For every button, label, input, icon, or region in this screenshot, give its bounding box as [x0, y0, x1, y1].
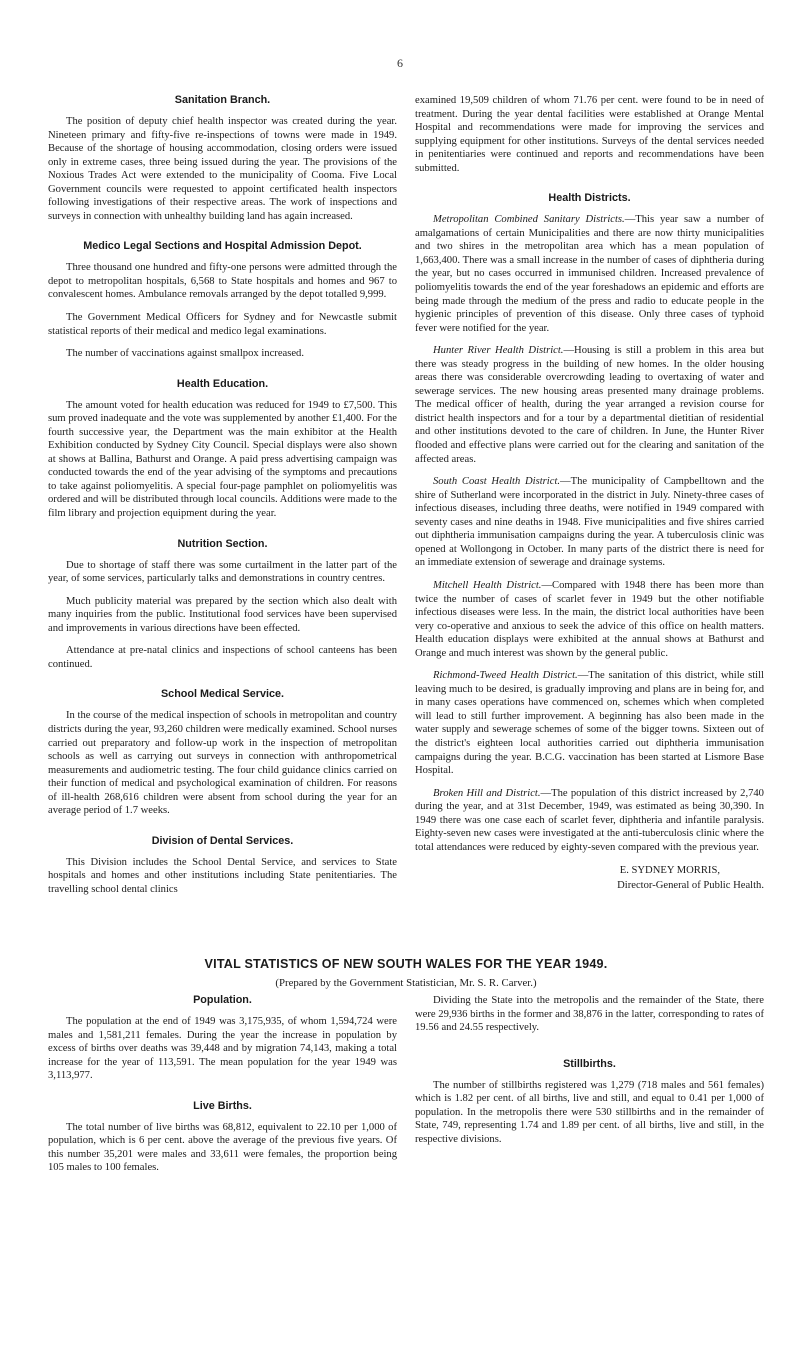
- paragraph: The Government Medical Officers for Sydney and for Newcastle submit statistical reports of their medical and medico legal examinations.: [48, 312, 397, 337]
- district-name: Richmond-Tweed Health District.: [433, 670, 578, 682]
- paragraph: This Division includes the School Dental Service, and services to State hospitals and homes and other institutions including State penitentiaries. The travelling school dental clinics: [48, 856, 397, 895]
- district-text: —The population of this district increased by 2,740 during the year, and at 31st December, 1949, was estimated as being 30,390. In 1949 there was one case each of scarlet fever, diphtheria and infantile paralysis. Eighty-seven new cases were investigated at the anti-tuberculosis clinic where the total attendances were reduced by eighty-seven compared with the previous year.: [415, 787, 764, 853]
- report-body: [48, 94, 764, 944]
- section-heading-dental: Division of Dental Services.: [151, 834, 294, 847]
- district-paragraph: [415, 787, 764, 855]
- paragraph: examined 19,509 children of whom 71.76 per cent. were found to be in need of treatment. During the year dental facilities were established at Orange Mental Hospital and recommendations were made for improving the services and supplying equipment for other institutions. Surveys of the dental services needed in penitentiaries were continued and reports and recommendations have been submitted.: [415, 95, 764, 174]
- section-heading-health-education: Health Education.: [176, 377, 269, 390]
- district-text: —Housing is still a problem in this area but there was steady progress in the building of new homes. In the older housing areas there was considerable overcrowding leading to overtaxing of water and sewerage services. The new housing areas presented many drainage problems. The medical officer of health, during the year arranged a revision course for district health inspectors and for a tour by a departmental dietitian of residential and other institutions devoted to the care of children. In June, the Hunter River flooded and effective plans were carried out for the clearing and sanitation of the affected areas.: [415, 345, 764, 465]
- paragraph: The number of stillbirths registered was 1,279 (718 males and 561 females) which is 1.82 per cent. of all births, live and still, and equal to 0.41 per 1,000 of population. In the metropolis there were 530 stillbirths and in the remainder of State, 749, representing 1.74 and 1.89 per cent. of all births, live and still, in the respective divisions.: [415, 1079, 764, 1145]
- section-heading-nutrition: Nutrition Section.: [177, 537, 268, 550]
- vital-left-column: [48, 994, 397, 1184]
- district-paragraph: [415, 579, 764, 660]
- paragraph: The number of vaccinations against smallpox increased.: [66, 348, 304, 360]
- paragraph: The amount voted for health education was reduced for 1949 to £7,500. This sum proved inadequate and the vote was supplemented by another £1,400. For the fourth successive year, the Department was the main exhibitor at the Health Exhibition conducted by Sydney City Council. Special displays were also shown at shows at Ballina, Bathurst and Orange. A paid press advertising campaign was conducted towards the end of the year advising of the symptoms and precautions to take against poliomyelitis. A special four-page pamphlet on poliomyelitis was ordered and will be distributed through local councils. Additions were made to the film library and projection equipment during the year.: [48, 399, 397, 520]
- district-text: —This year saw a number of amalgamations of certain Municipalities and there are now thirty municipalities and two shires in the metropolitan area which has a mean population of 1,663,400. There was a small increase in the number of cases of diphtheria during the year, but no cases occurred in immunised children. Increased prevalence of poliomyelitis towards the end of the year foreshadows an epidemic and efforts are being made through the medium of the press and radio to educate people in the hygienic principles of prevention of this disease. Only three cases of typhoid fever were notified for the year.: [415, 214, 764, 334]
- paragraph: The position of deputy chief health inspector was created during the year. Nineteen primary and fifty-five re-inspections of towns were made in 1949. Because of the shortage of housing accommodation, closing orders were issued only in extreme cases, three being issued during the year. The provisions of the Noxious Trades Act were extended to the municipality of Cooma. Five Local Government councils were requested to appoint certificated health inspectors following investigations of their respective areas. The work of inspections and surveys in connection with unhealthy building land has again increased.: [48, 116, 397, 222]
- paragraph: Much publicity material was prepared by the section which also dealt with many inquiries from the public. Institutional food services have been supervised and improvements in various directions have been effected.: [48, 595, 397, 634]
- section-heading-live-births: Live Births.: [193, 1099, 252, 1112]
- district-name: Broken Hill and District.: [433, 787, 541, 799]
- district-paragraph: [415, 475, 764, 570]
- page-number: 6: [397, 56, 403, 70]
- district-name: South Coast Health District.: [433, 476, 561, 488]
- district-name: Hunter River Health District.: [433, 345, 564, 357]
- district-text: —The municipality of Campbelltown and the shire of Sutherland were incorporated in the district in July. Ninety-three cases of infectious diseases, including three deaths, were notified in 1949 compared with seventy cases and nine deaths in 1948. Five municipalities and five shires carried out diphtheria immunisation campaigns during the year. A tuberculosis clinic was opened at Wollongong in October. In many parts of the district there is need for an immediate extension of sewerage and drainage systems.: [415, 476, 764, 569]
- paragraph: In the course of the medical inspection of schools in metropolitan and country districts during the year, 93,260 children were medically examined. School nurses carried out preparatory and follow-up work in the inspection of metropolitan schools as well as carrying out surveys in connection with anthropometrical measurements and audiometric testing. The four child guidance clinics carried on their function of medical and psychological examination of children. For reasons of ill-health 268,616 children were absent from school during the year for an average period of 1.7 weeks.: [48, 710, 397, 817]
- district-paragraph: [415, 669, 764, 777]
- paragraph: Attendance at pre-natal clinics and inspections of school canteens has been continued.: [48, 645, 397, 670]
- vital-statistics-title: VITAL STATISTICS OF NEW SOUTH WALES FOR THE YEAR 1949.: [204, 957, 608, 971]
- paragraph: Dividing the State into the metropolis and the remainder of the State, there were 29,936 births in the former and 38,876 in the latter, corresponding to rates of 19.56 and 24.55 respectively.: [415, 995, 764, 1034]
- signature-name: E. SYDNEY MORRIS,: [619, 865, 720, 877]
- section-heading-population: Population.: [193, 994, 252, 1006]
- vital-statistics-subtitle: (Prepared by the Government Statistician, Mr. S. R. Carver.): [275, 977, 537, 989]
- section-heading-health-districts: Health Districts.: [548, 192, 631, 205]
- district-text: —Compared with 1948 there has been more than twice the number of cases of scarlet fever in 1949 but the other notifiable infectious diseases were less. In the main, the district local authorities have been very co-operative and anxious to seek the advice of this office on health matters. Health education displays were exhibited at the annual shows at Bathurst and Orange and much interest was shown by the general public.: [415, 579, 764, 659]
- district-paragraph: [415, 344, 764, 466]
- district-name: Metropolitan Combined Sanitary Districts.: [433, 214, 625, 226]
- section-heading-school-medical: School Medical Service.: [160, 688, 284, 701]
- section-heading-medico-legal: Medico Legal Sections and Hospital Admission Depot.: [83, 240, 362, 253]
- paragraph: Due to shortage of staff there was some curtailment in the latter part of the year, of some services, particularly talks and demonstrations in country centres.: [48, 559, 397, 585]
- section-heading-sanitation: Sanitation Branch.: [174, 94, 271, 106]
- section-heading-stillbirths: Stillbirths.: [563, 1057, 616, 1070]
- paragraph: Three thousand one hundred and fifty-one persons were admitted through the depot to metropolitan hospitals, 6,568 to State hospitals and homes and 967 to convalescent homes. Ambulance removals arranged by the depot totalled 9,999.: [48, 262, 397, 301]
- right-column: [415, 94, 764, 893]
- vital-right-column: [415, 994, 764, 1155]
- district-paragraph: [415, 213, 764, 335]
- signature-title: Director-General of Public Health.: [617, 880, 764, 892]
- signature-block: [415, 863, 764, 893]
- district-name: Mitchell Health District.: [433, 579, 542, 591]
- vital-statistics-section: [48, 956, 764, 1174]
- district-text: —The sanitation of this district, while still leaving much to be desired, is gradually improving and plans are in being for, and in many cases operations have commenced on, schemes which when completed will lead to still further improvement. A beginning has also been made in the water supply and sewerage schemes of some of the bigger towns. Sixteen out of the district's eighteen local authorities carried out diphtheria immunisation campaigns during the year. B.C.G. vaccination has been started at Lismore Base Hospital.: [415, 670, 764, 777]
- left-column: [48, 94, 397, 905]
- paragraph: The population at the end of 1949 was 3,175,935, of whom 1,594,724 were males and 1,581,211 females. During the year the increase in population by excess of births over deaths was 39,448 and by migration 74,143, making a total increase for the year of 113,591. The mean population for the year 1949 was 3,113,977.: [48, 1016, 397, 1082]
- paragraph: The total number of live births was 68,812, equivalent to 22.10 per 1,000 of population, which is 6 per cent. above the average of the previous five years. Of this number 35,201 were males and 33,611 were females, the proportion being 105 males to 100 females.: [48, 1121, 397, 1174]
